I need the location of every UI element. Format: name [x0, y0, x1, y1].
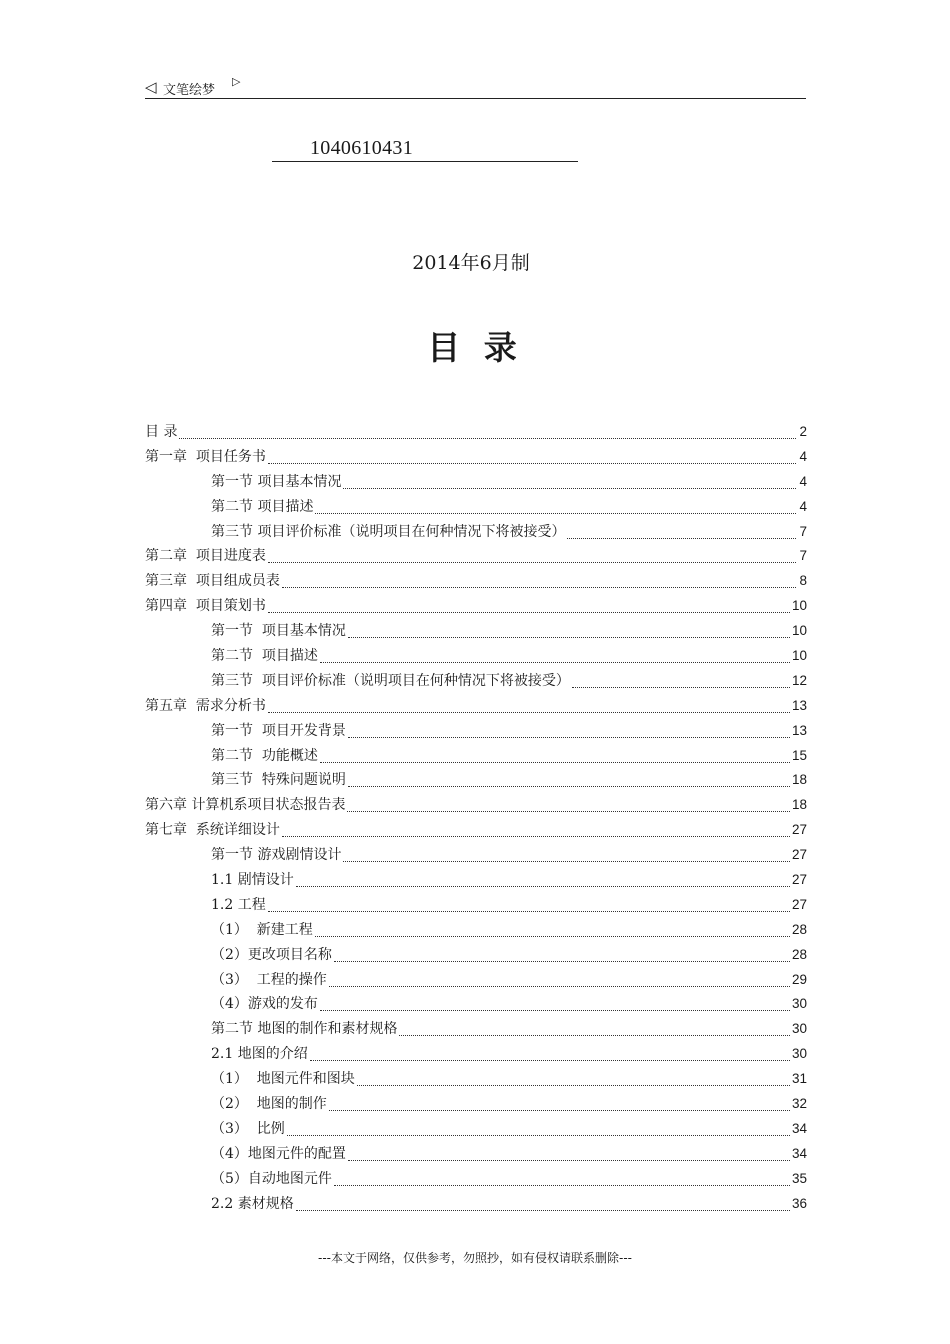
- toc-entry-page: 34: [791, 1120, 807, 1136]
- toc-entry[interactable]: [145, 594, 807, 619]
- toc-leader-dots: [343, 488, 796, 489]
- toc-entry[interactable]: [145, 569, 807, 594]
- toc-leader-dots: [320, 1010, 790, 1011]
- toc-entry[interactable]: [145, 992, 807, 1017]
- page-title: 目 录: [427, 328, 523, 367]
- toc-entry-label: 第三节 特殊问题说明: [211, 772, 346, 789]
- toc-leader-dots: [296, 1210, 790, 1211]
- toc-leader-dots: [334, 1185, 790, 1186]
- toc-entry-page: 4: [799, 448, 807, 464]
- toc-entry[interactable]: [145, 918, 807, 943]
- document-number-line: [272, 134, 578, 162]
- toc-leader-dots: [310, 1060, 790, 1061]
- toc-entry[interactable]: [145, 1067, 807, 1092]
- toc-entry-page: 31: [791, 1071, 807, 1087]
- toc-leader-dots: [348, 1160, 790, 1161]
- toc-leader-dots: [567, 538, 796, 539]
- toc-entry-page: 27: [791, 822, 807, 838]
- toc-entry-label: 第二节 地图的制作和素材规格: [211, 1021, 398, 1038]
- toc-entry-page: 29: [791, 971, 807, 987]
- page-header: [145, 74, 806, 99]
- toc-entry[interactable]: [145, 744, 807, 769]
- toc-entry-page: 28: [791, 946, 807, 962]
- toc-entry[interactable]: [145, 644, 807, 669]
- toc-entry-page: 34: [791, 1145, 807, 1161]
- toc-leader-dots: [282, 587, 796, 588]
- toc-entry-label: （4）地图元件的配置: [211, 1145, 346, 1162]
- toc-entry-page: 30: [791, 1046, 807, 1062]
- toc-entry-page: 4: [799, 498, 807, 514]
- toc-entry-label: 第六章 计算机系项目状态报告表: [145, 797, 346, 814]
- toc-entry-label: 第一节 游戏剧情设计: [211, 847, 342, 864]
- toc-leader-dots: [347, 811, 790, 812]
- toc-entry[interactable]: [145, 1142, 807, 1167]
- toc-entry-label: 第一章 项目任务书: [145, 448, 266, 465]
- toc-entry[interactable]: [145, 893, 807, 918]
- document-date: 2014年6月制: [412, 252, 530, 274]
- toc-entry-page: 15: [791, 747, 807, 763]
- toc-entry-label: 第一节 项目开发背景: [211, 722, 346, 739]
- toc-entry[interactable]: [145, 1167, 807, 1192]
- toc-entry[interactable]: [145, 669, 807, 694]
- toc-entry-label: 1.2 工程: [211, 896, 266, 913]
- toc-leader-dots: [320, 662, 790, 663]
- document-number: 1040610431: [310, 137, 413, 159]
- toc-entry-page: 2: [799, 424, 807, 439]
- toc-entry[interactable]: [145, 868, 807, 893]
- toc-leader-dots: [348, 737, 790, 738]
- toc-leader-dots: [343, 861, 790, 862]
- toc-entry-label: 第五章 需求分析书: [145, 697, 266, 714]
- toc-leader-dots: [268, 712, 790, 713]
- toc-entry[interactable]: [145, 719, 807, 744]
- toc-entry[interactable]: [145, 495, 807, 520]
- toc-entry-label: （2） 地图的制作: [211, 1096, 327, 1113]
- toc-leader-dots: [348, 786, 790, 787]
- toc-entry-label: （5）自动地图元件: [211, 1170, 332, 1187]
- toc-leader-dots: [296, 886, 790, 887]
- toc-leader-dots: [268, 612, 790, 613]
- toc-entry-label: 第三节 项目评价标准（说明项目在何种情况下将被接受）: [211, 672, 570, 689]
- toc-entry[interactable]: [145, 1042, 807, 1067]
- toc-entry[interactable]: [145, 943, 807, 968]
- toc-entry-label: 第三节 项目评价标准（说明项目在何种情况下将被接受）: [211, 523, 566, 540]
- toc-entry-label: 目 录: [145, 424, 178, 440]
- toc-entry-page: 7: [799, 548, 807, 564]
- left-triangle-icon: ◁: [145, 78, 157, 96]
- toc-entry-page: 30: [791, 1021, 807, 1037]
- toc-entry-page: 18: [791, 797, 807, 813]
- toc-leader-dots: [268, 463, 796, 464]
- toc-leader-dots: [282, 836, 790, 837]
- page-footer: ---本文于网络，仅供参考，勿照抄，如有侵权请联系删除---: [318, 1251, 632, 1265]
- toc-entry-label: 第一节 项目基本情况: [211, 623, 346, 640]
- toc-leader-dots: [268, 911, 790, 912]
- toc-leader-dots: [348, 637, 790, 638]
- toc-entry-page: 10: [791, 623, 807, 639]
- toc-entry-page: 10: [791, 648, 807, 664]
- toc-entry[interactable]: [145, 544, 807, 569]
- toc-leader-dots: [268, 562, 796, 563]
- toc-entry[interactable]: [145, 793, 807, 818]
- toc-entry-page: 32: [791, 1096, 807, 1112]
- toc-leader-dots: [357, 1085, 790, 1086]
- toc-entry[interactable]: [145, 520, 807, 545]
- toc-entry[interactable]: [145, 1017, 807, 1042]
- toc-entry-page: 12: [791, 672, 807, 688]
- toc-leader-dots: [329, 1110, 790, 1111]
- toc-entry-label: （3） 比例: [211, 1120, 285, 1137]
- toc-entry-label: （3） 工程的操作: [211, 971, 327, 988]
- toc-entry[interactable]: [145, 1192, 807, 1217]
- toc-entry[interactable]: [145, 1117, 807, 1142]
- right-triangle-icon: ▷: [232, 75, 241, 88]
- toc-entry-label: 第一节 项目基本情况: [211, 473, 342, 490]
- toc-leader-dots: [334, 961, 790, 962]
- toc-leader-dots: [572, 687, 790, 688]
- toc-entry-page: 10: [791, 598, 807, 614]
- toc-entry-page: 4: [799, 473, 807, 489]
- toc-entry-label: （1） 新建工程: [211, 921, 313, 938]
- toc-entry[interactable]: [145, 843, 807, 868]
- toc-entry-page: 35: [791, 1170, 807, 1186]
- toc-entry-label: （1） 地图元件和图块: [211, 1071, 355, 1088]
- toc-entry[interactable]: [145, 818, 807, 843]
- toc-entry[interactable]: [145, 420, 807, 445]
- toc-entry-page: 27: [791, 896, 807, 912]
- toc-entry-page: 30: [791, 996, 807, 1012]
- toc-entry[interactable]: [145, 768, 807, 793]
- toc-entry-page: 28: [791, 921, 807, 937]
- toc-entry-page: 36: [791, 1195, 807, 1211]
- toc-leader-dots: [320, 762, 790, 763]
- toc-entry[interactable]: [145, 694, 807, 719]
- toc-entry-page: 13: [791, 722, 807, 738]
- toc-leader-dots: [315, 513, 796, 514]
- toc-entry-label: 第二节 项目描述: [211, 498, 314, 515]
- toc-leader-dots: [315, 936, 790, 937]
- toc-entry-page: 8: [799, 573, 807, 589]
- toc-entry-label: （2）更改项目名称: [211, 946, 332, 963]
- table-of-contents: [145, 420, 807, 1217]
- toc-entry[interactable]: [145, 968, 807, 993]
- toc-entry[interactable]: [145, 1092, 807, 1117]
- toc-entry-page: 7: [799, 523, 807, 539]
- toc-leader-dots: [287, 1135, 790, 1136]
- toc-entry-label: 2.1 地图的介绍: [211, 1046, 308, 1063]
- toc-entry[interactable]: [145, 445, 807, 470]
- toc-entry-page: 18: [791, 772, 807, 788]
- toc-entry-label: 1.1 剧情设计: [211, 872, 294, 889]
- toc-entry-label: 第二节 项目描述: [211, 648, 318, 665]
- toc-entry-page: 13: [791, 697, 807, 713]
- toc-entry[interactable]: [145, 619, 807, 644]
- toc-entry-label: 第二节 功能概述: [211, 747, 318, 764]
- toc-entry-label: （4）游戏的发布: [211, 996, 318, 1013]
- toc-entry-label: 2.2 素材规格: [211, 1195, 294, 1212]
- toc-entry-label: 第七章 系统详细设计: [145, 822, 280, 839]
- date-line: [0, 248, 950, 275]
- toc-leader-dots: [329, 986, 790, 987]
- toc-entry[interactable]: [145, 470, 807, 495]
- toc-entry-label: 第二章 项目进度表: [145, 548, 266, 565]
- toc-entry-label: 第四章 项目策划书: [145, 598, 266, 615]
- toc-leader-dots: [179, 438, 796, 439]
- header-brand: 文笔绘梦: [163, 83, 216, 98]
- toc-leader-dots: [399, 1035, 790, 1036]
- toc-entry-label: 第三章 项目组成员表: [145, 573, 280, 590]
- toc-entry-page: 27: [791, 847, 807, 863]
- toc-entry-page: 27: [791, 872, 807, 888]
